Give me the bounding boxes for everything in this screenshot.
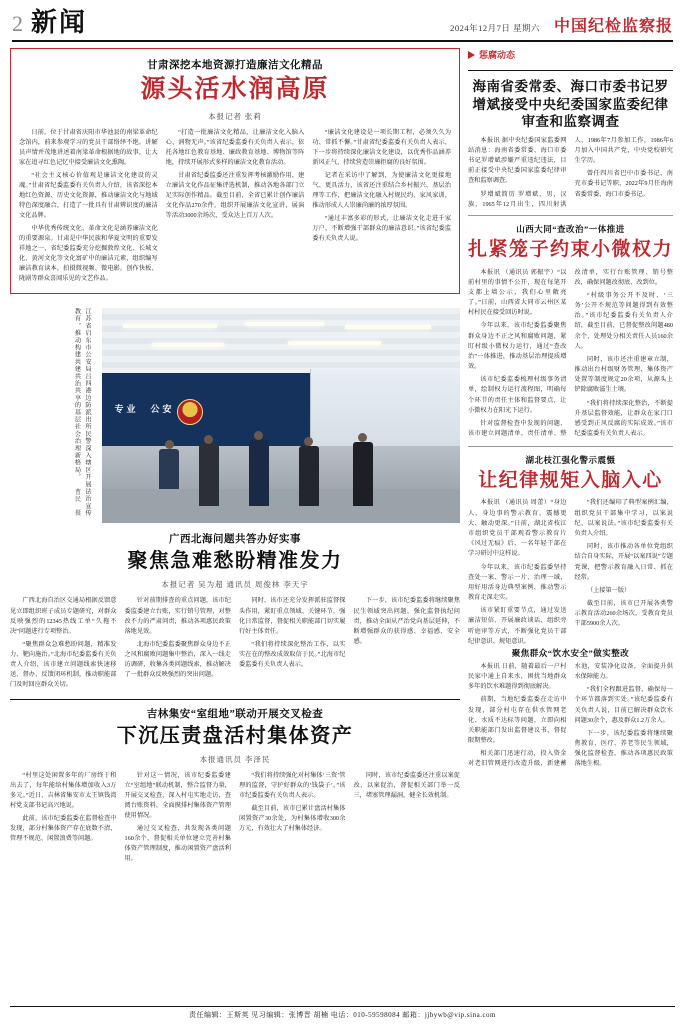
article3-col-2 bbox=[125, 771, 232, 867]
paragraph: 针对这一情况，该市纪委监委建立“室组地”联动机制，整合监督力量，开展交叉检查，深入村屯实地走访，查阅台账资料，全面摸排村集体资产管理使用情况。 bbox=[124, 771, 231, 820]
photo-person bbox=[299, 437, 319, 506]
photo-ceiling-lights bbox=[102, 317, 460, 373]
rail-shoulder-3: 聚焦群众“饮水安全”做实整改 bbox=[511, 647, 630, 658]
paragraph: “通过丰富多彩的形式，让廉洁文化走进千家万户，不断增强干部群众的廉洁意识。”该省纪委监委有关负责人说。 bbox=[312, 215, 452, 243]
article3-col-3 bbox=[239, 771, 346, 867]
paragraph: 今年以来，该市纪委监委坚持查处一案、警示一片、治理一域，用好用活身边典型案例，推动警示教育走深走实。 bbox=[468, 563, 567, 602]
rail-body-0 bbox=[468, 136, 673, 210]
paragraph: “打造一批廉洁文化精品，让廉洁文化入脑入心、润物无声。”该省纪委监委有关负责人表示，依托各地红色教育基地、廉政教育基地、博物馆等阵地，持续开展形式多样的廉洁文化教育活动。 bbox=[165, 128, 305, 166]
article3-body bbox=[10, 771, 460, 867]
paragraph: 日前，位于甘肃省庆阳市华池县的南梁革命纪念馆内，前来参观学习的党员干部络绎不绝。讲解员声情并茂地讲述着南梁革命根据地的故事，让大家在追寻红色记忆中接受廉洁文化熏陶。 bbox=[19, 128, 158, 166]
paragraph: 该市纪委监委梳理村级事务清单，绘制权力运行流程图，明确每个环节的责任主体和监督要点，让小微权力在阳光下运行。 bbox=[468, 376, 567, 414]
photo-person bbox=[199, 435, 219, 506]
photo-floor bbox=[102, 489, 460, 523]
article2-col-3 bbox=[239, 596, 346, 692]
flag-marker-icon bbox=[468, 51, 475, 59]
photo-wall-text: 专业 公安 bbox=[114, 404, 175, 415]
paragraph: 本报讯 （通讯员 郭振宇）“以前村里的事情不公开，现在每笔开支都上墙公示，我们心里敞亮了。”日前，山西省大同市云州区某村村民在接受回访时说。 bbox=[468, 268, 567, 317]
article2-col-2 bbox=[125, 596, 232, 692]
paragraph: 同时，该市还注重建章立制，推动出台村级财务管理、集体资产处置等制度规定20余项，从源头上铲除腐败滋生土壤。 bbox=[574, 355, 673, 394]
paragraph: “我们将持续强化对村集体‘三资’管理的监督，守护好群众的‘钱袋子’。”该市纪委监委有关负责人表示。 bbox=[239, 771, 346, 799]
rail-shoulder-1: 山西大同“查改治”一体推进 bbox=[516, 223, 625, 234]
lead-body bbox=[19, 128, 451, 288]
paragraph: 前期，当地纪委监委在走访中发现，部分村屯存在供水管网老化、水质不达标等问题，立即向相关职能部门发出监督建议书，督促限期整改。 bbox=[468, 696, 567, 745]
article2-byline: 本报记者 吴为超 通讯员 周俊林 李天宇 bbox=[161, 580, 309, 590]
page-number: 2 bbox=[12, 11, 23, 36]
paragraph: 该市紧盯重要节点，通过发送廉洁短信、开展廉政谈话、组织旁听庭审等方式，不断强化党员干部纪律意识、规矩意识。 bbox=[468, 607, 567, 645]
lead-col-1 bbox=[19, 128, 158, 288]
rail-headline-2: 让纪律规矩入脑入心 bbox=[478, 469, 663, 491]
rail-body-1 bbox=[468, 268, 673, 441]
article-jilin-jian bbox=[10, 706, 460, 867]
article2-col-1 bbox=[10, 596, 117, 692]
photo-right-wall bbox=[310, 369, 460, 446]
article-guangxi-beihai bbox=[10, 531, 460, 692]
paragraph: 同时，该市还充分发挥派驻监督探头作用，紧盯重点领域、关键环节，强化日常监督，督促相关职能部门切实履行好主体责任。 bbox=[239, 597, 346, 635]
paragraph: 中华优秀传统文化、革命文化是涵养廉洁文化的重要源泉。甘肃是中华民族和华夏文明的重要发祥地之一，省纪委监委充分挖掘敦煌文化、长城文化、黄河文化等文化富矿中的廉洁元素，组织编写廉洁教育读本，拍摄微视频、微电影，创作快板、陇剧等群众喜闻乐见的文艺作品。 bbox=[19, 225, 158, 283]
rail-divider bbox=[468, 215, 673, 216]
lead-col-3 bbox=[312, 128, 451, 288]
paper-logo: 中国纪检监察报 bbox=[553, 18, 673, 35]
page-content bbox=[10, 48, 675, 986]
masthead-left bbox=[12, 10, 87, 36]
publication-date: 2024年12月7日 星期六 bbox=[450, 23, 540, 33]
rail-shoulder-2: 湖北枝江强化警示震慑 bbox=[525, 454, 616, 465]
paragraph: 今年以来，该市纪委监委聚焦群众身边不正之风和腐败问题，紧盯村级小微权力运行，通过“查改治”一体推进，推动基层治理提质增效。 bbox=[468, 322, 567, 371]
paragraph: 本报讯 （通讯员 周蕾）“身边人、身边事的警示教育，震撼更大、触动更深。”日前，湖北省枝江市组织党员干部观看警示教育片《风过无痕》后，一名年轻干部在学习研讨中这样说。 bbox=[468, 499, 567, 558]
paragraph: “村级事务公开不及时、‘三务’公开不规范等问题得到有效整治。”该市纪委监委有关负责人介绍，截至目前，已督促整改问题480余个，处理处分相关责任人员160余人。 bbox=[574, 291, 673, 350]
paragraph: “村里这处闲置多年的厂房终于租出去了，每年能给村集体增加收入3万多元。”近日，吉林省集安市太王镇钱湾村党支部书记高兴地说。 bbox=[10, 771, 117, 810]
article2-body bbox=[10, 596, 460, 692]
rail-flag-label: 惩腐动态 bbox=[479, 50, 516, 60]
paragraph: 罗增斌简历 罗增斌，男，汉族，1965年12月出生，四川射洪人，1986年7月参加工作，1986年6月加入中国共产党，中央党校研究生学历。 bbox=[468, 136, 673, 208]
article3-headline: 下沉压责盘活村集体资产 bbox=[116, 724, 354, 747]
rail-body-2 bbox=[468, 498, 673, 646]
photo-caption-vertical bbox=[10, 308, 94, 523]
article3-shoulder-headline: 吉林集安“室组地”联动开展交叉检查 bbox=[146, 708, 324, 720]
paragraph: 截至目前，该市已累计盘活村集体闲置资产30余处，为村集体增收300余万元，有效壮大了村集体经济。 bbox=[239, 805, 346, 833]
paragraph: “我们全程跟进监督，确保每一个环节都落到实处。”该纪委监委有关负责人说，目前已解决群众饮水问题30余个，惠及群众1.2万余人。 bbox=[574, 686, 673, 724]
rail-article-hainan bbox=[468, 78, 673, 210]
paragraph: 此前，该市纪委监委在监督检查中发现，部分村集体资产存在底数不清、管理不规范、闲置浪费等问题。 bbox=[10, 815, 117, 843]
photo-block bbox=[10, 308, 460, 523]
article3-col-4 bbox=[354, 771, 461, 867]
paragraph: 下一步，该纪委监委将继续聚焦教育、医疗、养老等民生领域，强化监督检查，推动各项惠民政策落地生根。 bbox=[574, 729, 673, 768]
news-photo bbox=[102, 308, 460, 523]
masthead-divider bbox=[12, 40, 673, 42]
lead-col-2 bbox=[166, 128, 305, 288]
rail-divider bbox=[468, 446, 673, 447]
rail-headline-0: 海南省委常委、海口市委书记罗增斌接受中央纪委国家监委纪律审查和监察调查 bbox=[472, 79, 669, 130]
paragraph: 针对前期排查的重点问题，该市纪委监委建立台账，实行销号管理，对整改不力的严肃问责，推动各项惠民政策落地见效。 bbox=[124, 597, 231, 635]
lead-article bbox=[10, 48, 460, 294]
paragraph: “我们还编印了典型案例汇编，组织党员干部集中学习，以案说纪、以案说法。”该市纪委监委有关负责人介绍。 bbox=[574, 499, 673, 537]
article2-shoulder-headline: 广西北海问题共答办好实事 bbox=[169, 534, 301, 546]
photo-caption-text: 江苏省启东市公安局吕四港边防派出所民警深入辖区开展法治宣传教育，推动构建共建共治共享的基层社会治理新格局。 bbox=[73, 308, 91, 518]
rail-divider bbox=[468, 70, 673, 71]
photo-credit: 曹民 摄 bbox=[73, 489, 80, 518]
paragraph: 相关部门迅速行动，投入资金对老旧管网进行改造升级，新建蓄水池，安装净化设备，全面提升供水保障能力。 bbox=[468, 662, 673, 768]
lead-headline: 源头活水润高原 bbox=[140, 76, 330, 103]
paragraph: “社会主义核心价值观是廉洁文化建设的灵魂。”甘肃省纪委监委有关负责人介绍，该省深挖本地红色资源、历史文化资源，推动廉洁文化与地域特色深度融合，打造了一批具有甘肃辨识度的廉洁文化品牌。 bbox=[19, 171, 158, 220]
paragraph: 本报讯 日前，随着最后一户村民家中通上自来水，困扰当地群众多年的饮水难题得到彻底解决。 bbox=[468, 662, 567, 691]
rail-article-shanxi-datong bbox=[468, 223, 673, 441]
rail-article-drinking-water bbox=[468, 647, 673, 771]
paragraph: 记者在采访中了解到，为使廉洁文化更接地气、更具活力，该省还注重结合乡村振兴、基层治理等工作，把廉洁文化融入村规民约、家风家训，推动形成人人崇廉尚廉的浓厚氛围。 bbox=[312, 171, 452, 210]
lead-shoulder-headline: 甘肃深挖本地资源打造廉洁文化精品 bbox=[147, 60, 323, 71]
paragraph: “廉洁文化建设是一项长期工程，必须久久为功、常抓不懈。”甘肃省纪委监委有关负责人表示，下一步将持续深化廉洁文化建设，以优秀作品涵养新风正气，持续营造崇廉拒腐的良好氛围。 bbox=[312, 128, 452, 166]
paragraph: 北海市纪委监委聚焦群众身边不正之风和腐败问题集中整治，深入一线走访调研，收集各类问题线索，推动解决了一批群众反映强烈的突出问题。 bbox=[124, 640, 231, 678]
paragraph: 本报讯 据中央纪委国家监委网站消息：海南省委常委、海口市委书记罗增斌涉嫌严重违纪违法，目前正接受中央纪委国家监委纪律审查和监察调查。 bbox=[468, 136, 567, 185]
article3-col-1 bbox=[10, 771, 117, 867]
rail-article-hubei-zhijiang bbox=[468, 454, 673, 647]
section-title: 新闻 bbox=[31, 8, 88, 37]
paragraph: 通过交叉检查，共发现各类问题160余个，督促相关单位建立完善村集体资产管理制度，推动闲置资产盘活利用。 bbox=[124, 825, 231, 863]
paragraph: 曾任四川省巴中市委书记、南充市委书记等职，2022年9月任海南省委常委、海口市委书记。 bbox=[574, 170, 673, 198]
page-footer: 责任编辑：王斯英 见习编辑：张博晋 胡楠 电话：010-59598084 邮箱：jjbywb@vip.sina.com bbox=[10, 1006, 675, 1020]
paragraph: 广西北海自治区交通局根据反馈意见立即组织班子成员专题研究，对群众反映强烈的12345热线工单“久拖不决”问题进行专项整治。 bbox=[10, 597, 117, 635]
article3-byline: 本报通讯员 李泽民 bbox=[199, 754, 271, 764]
article2-col-4 bbox=[354, 596, 461, 692]
left-column-zone bbox=[10, 48, 460, 986]
masthead-right bbox=[450, 13, 673, 36]
paragraph: 下一步，该市纪委监委将继续聚焦民生领域突出问题，强化监督执纪问责，推动全面从严治党向基层延伸，不断增强群众的获得感、幸福感、安全感。 bbox=[353, 597, 460, 645]
paragraph: 截至目前，该市已开展各类警示教育活动260余场次，受教育党员干部5900余人次。 bbox=[574, 600, 673, 628]
lead-byline: 本报记者 张莉 bbox=[208, 111, 262, 121]
article2-headline: 聚焦急难愁盼精准发力 bbox=[127, 550, 343, 573]
paragraph: 针对监督检查中发现的问题，该市建立问题清单、责任清单、整改清单，实行台账管理、销号整改，确保问题改彻底、改到位。 bbox=[468, 268, 673, 438]
paragraph: “我们将持续深化整治工作，以实实在在的整改成效取信于民。”北海市纪委监委有关负责人表示。 bbox=[239, 640, 346, 668]
photo-person bbox=[353, 433, 373, 506]
police-emblem-icon bbox=[177, 399, 203, 425]
photo-person-seated bbox=[159, 440, 179, 489]
paragraph: （上接第一版） bbox=[586, 586, 631, 594]
paragraph: 同时，该市推动各单位党组织结合自身实际，开展“以案四说”专题党课，把警示教育融入日常、抓在经常。 bbox=[574, 543, 673, 581]
article-divider bbox=[10, 699, 460, 700]
right-rail bbox=[468, 48, 673, 986]
paragraph: 甘肃省纪委监委还注重发挥考核激励作用，建立廉洁文化作品征集评选机制，推动各地各部门立足实际创作精品。截至目前，全省已累计创作廉洁文化作品270余件，组织开展廉洁文化宣讲、展演等活动3000余场次，受众达上百万人次。 bbox=[165, 171, 305, 220]
rail-body-3 bbox=[468, 662, 673, 771]
rail-headline-1: 扎紧笼子约束小微权力 bbox=[468, 238, 674, 260]
paragraph: 同时，该市纪委监委还注重以案促改、以案促治，督促相关部门举一反三，堵塞管理漏洞，健全长效机制。 bbox=[353, 771, 460, 799]
paragraph: “我们将持续深化整治，不断提升基层监督效能，让群众在家门口感受到正风反腐的实际成效。”该市纪委监委有关负责人表示。 bbox=[574, 399, 673, 438]
photo-person bbox=[249, 431, 269, 506]
paragraph: “聚焦群众急难愁盼问题，精准发力、靶向施治。”北海市纪委监委有关负责人介绍，该市建立问题线索快速移送、督办、反馈闭环机制，推动职能部门及时回应群众关切。 bbox=[10, 640, 117, 688]
rail-section-flag bbox=[468, 48, 673, 61]
masthead bbox=[10, 0, 675, 40]
